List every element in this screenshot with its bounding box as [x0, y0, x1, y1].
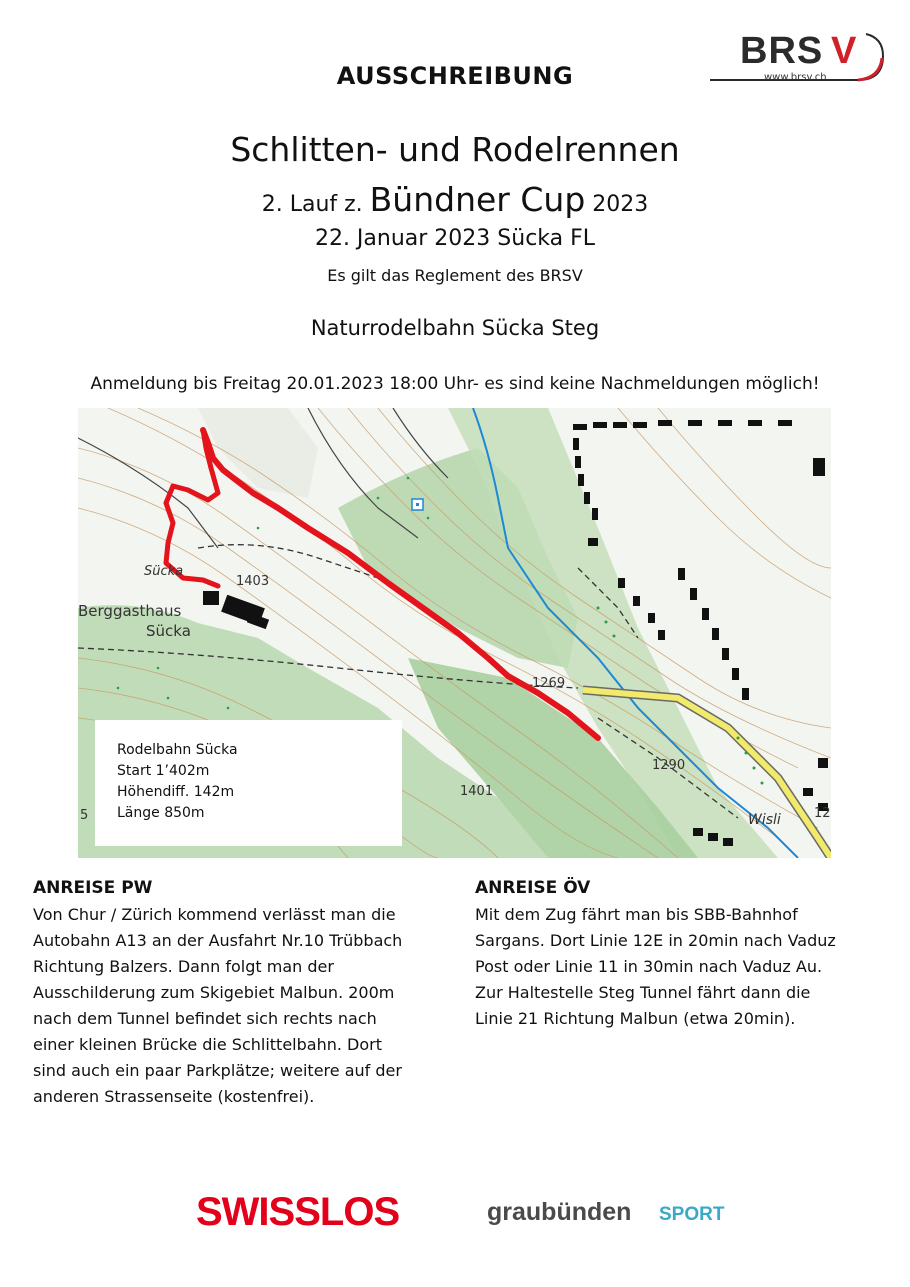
map-label-edge-right: 12	[814, 806, 831, 821]
anreise-pw-line: sind auch ein paar Parkplätze; weitere auf der	[33, 1061, 402, 1080]
map-label-altitude-1403: 1403	[236, 574, 270, 589]
map-label-berggasthaus-sucka: Sücka	[146, 622, 191, 640]
anreise-pw-text	[33, 902, 458, 1110]
anreise-pw-line: Autobahn A13 an der Ausfahrt Nr.10 Trübbach	[33, 931, 403, 950]
subtitle-cup: Bündner Cup	[369, 180, 586, 219]
sport-wordmark: SPORT	[659, 1204, 725, 1225]
map-label-wisli: Wisli	[748, 812, 781, 828]
track-map	[78, 408, 831, 858]
anreise-pw-line: nach dem Tunnel befindet sich rechts nach	[33, 1009, 377, 1028]
anreise-pw-line: Richtung Balzers. Dann folgt man der	[33, 957, 334, 976]
anreise-ov-line: Linie 21 Richtung Malbun (etwa 20min).	[475, 1009, 796, 1028]
graubunden-sport-logo	[487, 1198, 737, 1232]
track-info-box	[95, 720, 402, 846]
info-length: Länge 850m	[117, 805, 205, 821]
graubunden-wordmark: graubünden	[487, 1198, 632, 1226]
info-start: Start 1’402m	[117, 763, 210, 779]
anreise-pw-line: einer kleinen Brücke die Schlittelbahn. Dort	[33, 1035, 382, 1054]
map-label-altitude-1290: 1290	[652, 758, 686, 773]
track-name: Naturrodelbahn Sücka Steg	[310, 316, 600, 340]
map-label-sucka: Sücka	[144, 564, 184, 579]
anreise-ov-text	[475, 902, 875, 1032]
info-height-diff: Höhendiff. 142m	[117, 784, 235, 800]
anreise-pw-line: anderen Strassenseite (kostenfrei).	[33, 1087, 315, 1106]
anreise-ov-title: ANREISE ÖV	[475, 878, 591, 898]
subtitle-year: 2023	[592, 192, 649, 217]
event-title: Schlitten- und Rodelrennen	[230, 130, 680, 169]
anreise-pw-line: Ausschilderung zum Skigebiet Malbun. 200m	[33, 983, 395, 1002]
map-label-edge-left: 5	[80, 808, 89, 823]
anreise-ov-line: Mit dem Zug fährt man bis SBB-Bahnhof	[475, 905, 798, 924]
heading: AUSSCHREIBUNG	[336, 62, 574, 90]
subtitle-prefix: 2. Lauf z.	[261, 192, 363, 217]
map-label-altitude-1269: 1269	[532, 676, 566, 691]
event-date: 22. Januar 2023 Sücka FL	[314, 226, 596, 251]
anreise-pw-title: ANREISE PW	[33, 878, 153, 898]
anreise-ov-line: Sargans. Dort Linie 12E in 20min nach Vaduz	[475, 931, 836, 950]
swisslos-logo	[196, 1190, 418, 1234]
logo-url: www.brsv.ch	[764, 72, 827, 83]
anreise-ov-line: Zur Haltestelle Steg Tunnel fährt dann die	[475, 983, 811, 1002]
rules-note: Es gilt das Reglement des BRSV	[327, 266, 583, 285]
info-track-name: Rodelbahn Sücka	[117, 742, 238, 758]
brsv-logo	[708, 28, 893, 90]
registration-deadline: Anmeldung bis Freitag 20.01.2023 18:00 Uhr- es sind keine Nachmeldungen möglich!	[90, 374, 820, 394]
logo-letters: BRS	[740, 30, 824, 72]
anreise-ov-line: Post oder Linie 11 in 30min nach Vaduz Au.	[475, 957, 823, 976]
anreise-pw-line: Von Chur / Zürich kommend verlässt man die	[33, 905, 396, 924]
event-subtitle	[0, 180, 910, 219]
swisslos-wordmark: SWISSLOS	[196, 1190, 400, 1234]
map-label-altitude-1401: 1401	[460, 784, 494, 799]
logo-accent-letter: V	[831, 30, 857, 72]
map-label-berggasthaus: Berggasthaus	[78, 602, 182, 620]
